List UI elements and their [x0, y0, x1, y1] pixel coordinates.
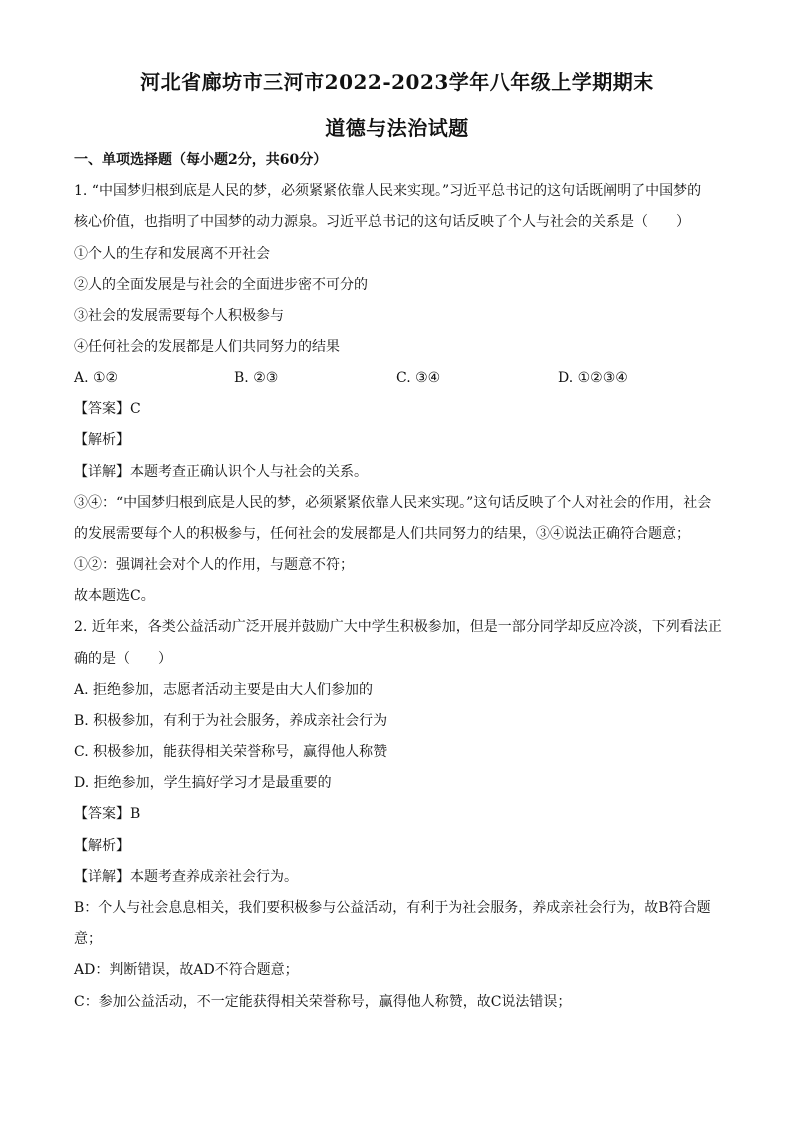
q2-explain-line2: 意；: [74, 931, 102, 947]
q2-explain-line4: C：参加公益活动，不一定能获得相关荣誉称号，赢得他人称赞，故C说法错误；: [74, 994, 572, 1010]
q2-stem-line1: 2. 近年来，各类公益活动广泛开展并鼓励广大中学生积极参加，但是一部分同学却反应冷淡，下列看法正: [74, 619, 722, 635]
q2-detail: 【详解】本题考查养成亲社会行为。: [74, 869, 298, 885]
q1-stem-line1: 1. “中国梦归根到底是人民的梦，必须紧紧依靠人民来实现。”习近平总书记的这句话既阐明了中国梦的: [74, 183, 702, 199]
q2-explain-line1: B：个人与社会息息相关，我们要积极参与公益活动，有利于为社会服务，养成亲社会行为，故B符合题: [74, 900, 711, 916]
q1-conclusion: 故本题选C。: [74, 588, 155, 604]
q2-answer: 【答案】B: [74, 806, 141, 822]
document-title: 河北省廊坊市三河市2022-2023学年八年级上学期期末: [140, 70, 654, 94]
q1-stem-line2: 核心价值，也指明了中国梦的动力源泉。习近平总书记的这句话反映了个人与社会的关系是（ ）: [74, 214, 690, 230]
q1-detail: 【详解】本题考查正确认识个人与社会的关系。: [74, 464, 368, 480]
q1-answer: 【答案】C: [74, 401, 141, 417]
section-heading: 一、单项选择题（每小题2分，共60分）: [74, 152, 328, 168]
q1-explain-line3: ①②：强调社会对个人的作用，与题意不符；: [74, 557, 354, 573]
document-subtitle: 道德与法治试题: [325, 116, 469, 140]
q1-option-c: C. ③④: [396, 370, 441, 386]
q2-stem-line2: 确的是（ ）: [74, 651, 172, 667]
q1-explain-line2: 的发展需要每个人的积极参与，任何社会的发展都是人们共同努力的结果，③④说法正确符合题意；: [74, 526, 690, 542]
q1-analysis-label: 【解析】: [74, 432, 130, 448]
q1-statement-3: ③社会的发展需要每个人积极参与: [74, 308, 284, 324]
q2-explain-line3: AD：判断错误，故AD不符合题意；: [74, 962, 299, 978]
q1-statement-4: ④任何社会的发展都是人们共同努力的结果: [74, 339, 340, 355]
q1-explain-line1: ③④：“中国梦归根到底是人民的梦，必须紧紧依靠人民来实现。”这句话反映了个人对社会的作用，社会: [74, 495, 712, 511]
q2-option-b: B. 积极参加，有利于为社会服务，养成亲社会行为: [74, 713, 388, 729]
q1-statement-1: ①个人的生存和发展离不开社会: [74, 246, 270, 262]
q1-option-d: D. ①②③④: [558, 370, 628, 386]
q2-option-a: A. 拒绝参加，志愿者活动主要是由大人们参加的: [74, 682, 374, 698]
q2-option-d: D. 拒绝参加，学生搞好学习才是最重要的: [74, 775, 332, 791]
q2-analysis-label: 【解析】: [74, 838, 130, 854]
q1-option-a: A. ①②: [74, 370, 119, 386]
q1-option-b: B. ②③: [234, 370, 279, 386]
q2-option-c: C. 积极参加，能获得相关荣誉称号，赢得他人称赞: [74, 744, 388, 760]
q1-statement-2: ②人的全面发展是与社会的全面进步密不可分的: [74, 277, 368, 293]
